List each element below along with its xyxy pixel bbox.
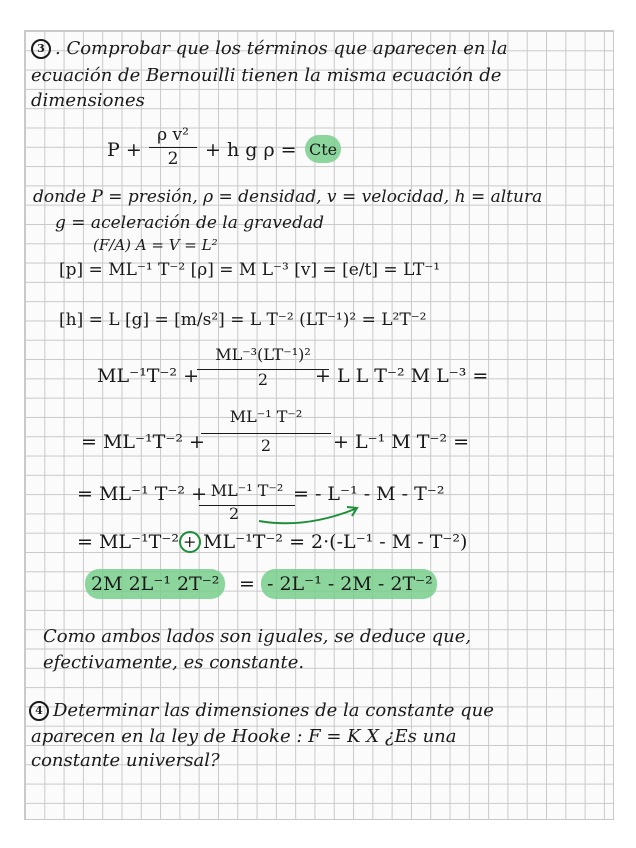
problem-4-number: 4 [29,701,49,721]
problem-4-line-3: constante universal? [31,750,220,771]
units-hint: (F/A) A = V = L² [93,236,218,254]
dimensions-line-2: [h] = L [g] = [m/s²] = L T⁻² (LT⁻¹)² = L²T⁻² [59,310,427,330]
step-4-plus: + [183,532,197,551]
bernoulli-fraction-numerator: ρ v² [157,125,189,145]
result-equals: = [239,573,255,595]
step-3-left: = ML⁻¹ T⁻² + [77,483,207,505]
conclusion-line-1: Como ambos lados son iguales, se deduce que, [43,626,472,647]
bernoulli-terms-right: + h g ρ = [205,139,297,161]
fraction-bar [149,147,197,148]
bernoulli-fraction [145,125,201,169]
step-2-right: + L⁻¹ M T⁻² = [333,431,470,453]
step-3-right: = - L⁻¹ - M - T⁻² [293,483,445,505]
bernoulli-term-p: P + [107,139,142,161]
step-3-numerator: ML⁻¹ T⁻² [210,481,284,500]
step-1-left: ML⁻¹T⁻² + [97,365,199,387]
move-arrow-icon [255,503,365,529]
step-1-numerator: ML⁻³(LT⁻¹)² [215,345,311,364]
problem-3-line-2: ecuación de Bernouilli tienen la misma ecuación de [31,65,502,86]
step-4-right: ML⁻¹T⁻² = 2·(-L⁻¹ - M - T⁻²) [203,531,468,553]
step-2-numerator: ML⁻¹ T⁻² [229,407,303,426]
result-right: - 2L⁻¹ - 2M - 2T⁻² [267,573,433,595]
bernoulli-fraction-denominator: 2 [167,149,179,169]
conclusion-line-2: efectivamente, es constante. [43,652,305,673]
definitions-line-1: donde P = presión, ρ = densidad, v = velocidad, h = altura [33,187,543,207]
bernoulli-constant: Cte [309,140,338,159]
step-1-right: + L L T⁻² M L⁻³ = [315,365,489,387]
problem-3-number: 3 [31,39,51,59]
step-2-left: = ML⁻¹T⁻² + [81,431,205,453]
fraction-bar [197,369,329,370]
step-2-denominator: 2 [260,436,272,455]
result-left: 2M 2L⁻¹ 2T⁻² [91,573,220,595]
fraction-bar [201,433,331,434]
step-4-left: = ML⁻¹T⁻² [77,531,179,553]
grid-paper-sheet [24,30,614,820]
step-2-fraction [201,407,331,455]
problem-4-line-1: 4 Determinar las dimensiones de la constante que [29,701,494,721]
step-1-denominator: 2 [257,370,269,389]
problem-3-line-1: 3 . Comprobar que los términos que aparecen en la [31,39,508,59]
definitions-line-2: g = aceleración de la gravedad [55,213,324,233]
step-1-fraction [197,345,329,389]
problem-4-line-2: aparecen en la ley de Hooke : F = K X ¿Es una [31,726,457,747]
dimensions-line-1: [p] = ML⁻¹ T⁻² [ρ] = M L⁻³ [v] = [e/t] = LT⁻¹ [59,260,441,280]
step-3-denominator: 2 [229,504,240,523]
problem-3-line-3: dimensiones [31,90,145,111]
